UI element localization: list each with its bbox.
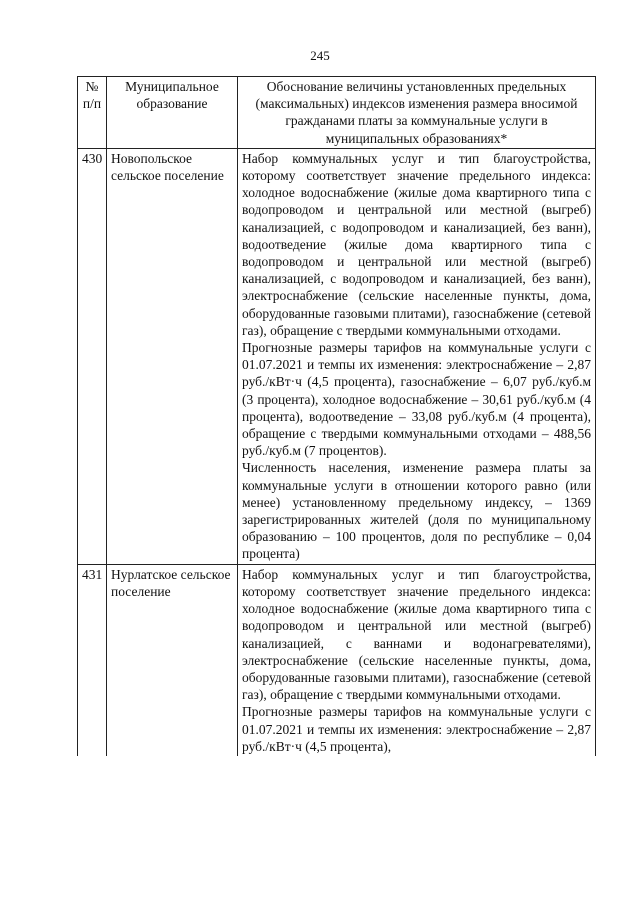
header-num: № п/п [78, 77, 107, 149]
page-number: 245 [310, 48, 330, 63]
table-row [78, 148, 596, 564]
row-municipality: Новопольское сельское поселение [107, 148, 238, 564]
header-justification: Обоснование величины установленных предельных (максимальных) индексов изменения размера вносимой гражданами платы за коммунальные услуги в муниципальных образованиях* [238, 77, 596, 149]
justification-paragraph: Численность населения, изменение размера платы за коммунальные услуги в отношении которого равно (или менее) установленному предельному индексу, – 1369 зарегистрированных жителей (доля по муниципальному образованию – 100 процентов, доля по республике – 0,04 процента) [242, 460, 591, 562]
table-row [78, 564, 596, 756]
row-municipality: Нурлатское сельское поселение [107, 564, 238, 756]
tariff-justification-table [77, 76, 596, 756]
justification-paragraph: Набор коммунальных услуг и тип благоустройства, которому соответствует значение предельного индекса: холодное водоснабжение (жилые дома квартирного типа с водопроводом и центральной или местной (выгреб) канализацией, с водопроводом и канализацией, без ванн), водоотведение (жилые дома квартирного типа с водопроводом и центральной или местной (выгреб) канализацией, с водопроводом и канализацией, без ванн), электроснабжение (сельские населенные пункты, дома, оборудованные газовыми плитами), газоснабжение (сетевой газ), обращение с твердыми коммунальными отходами. [242, 150, 591, 338]
row-justification [238, 148, 596, 564]
row-num: 430 [78, 148, 107, 564]
justification-paragraph: Прогнозные размеры тарифов на коммунальные услуги с 01.07.2021 и темпы их изменения: электроснабжение – 2,87 руб./кВт·ч (4,5 процента), газоснабжение – 6,07 руб./куб.м (3 процента), холодное водоснабжение – 30,61 руб./куб.м (4 процента), водоотведение – 33,08 руб./куб.м (4 процента), обращение с твердыми коммунальными отходами – 488,56 руб./куб.м (7 процентов). [242, 340, 591, 459]
row-num: 431 [78, 564, 107, 756]
row-justification [238, 564, 596, 756]
header-municipality: Муниципальное образование [107, 77, 238, 149]
justification-paragraph: Прогнозные размеры тарифов на коммунальные услуги с 01.07.2021 и темпы их изменения: электроснабжение – 2,87 руб./кВт·ч (4,5 процента), [242, 704, 591, 754]
table-header-row [78, 77, 596, 149]
justification-paragraph: Набор коммунальных услуг и тип благоустройства, которому соответствует значение предельного индекса: холодное водоснабжение (жилые дома квартирного типа с водопроводом и центральной или местной (выгреб) канализацией, с ваннами и водонагревателями), электроснабжение (сельские населенные пункты, дома, оборудованные газовыми плитами), газоснабжение (сетевой газ), обращение с твердыми коммунальными отходами. [242, 566, 591, 703]
